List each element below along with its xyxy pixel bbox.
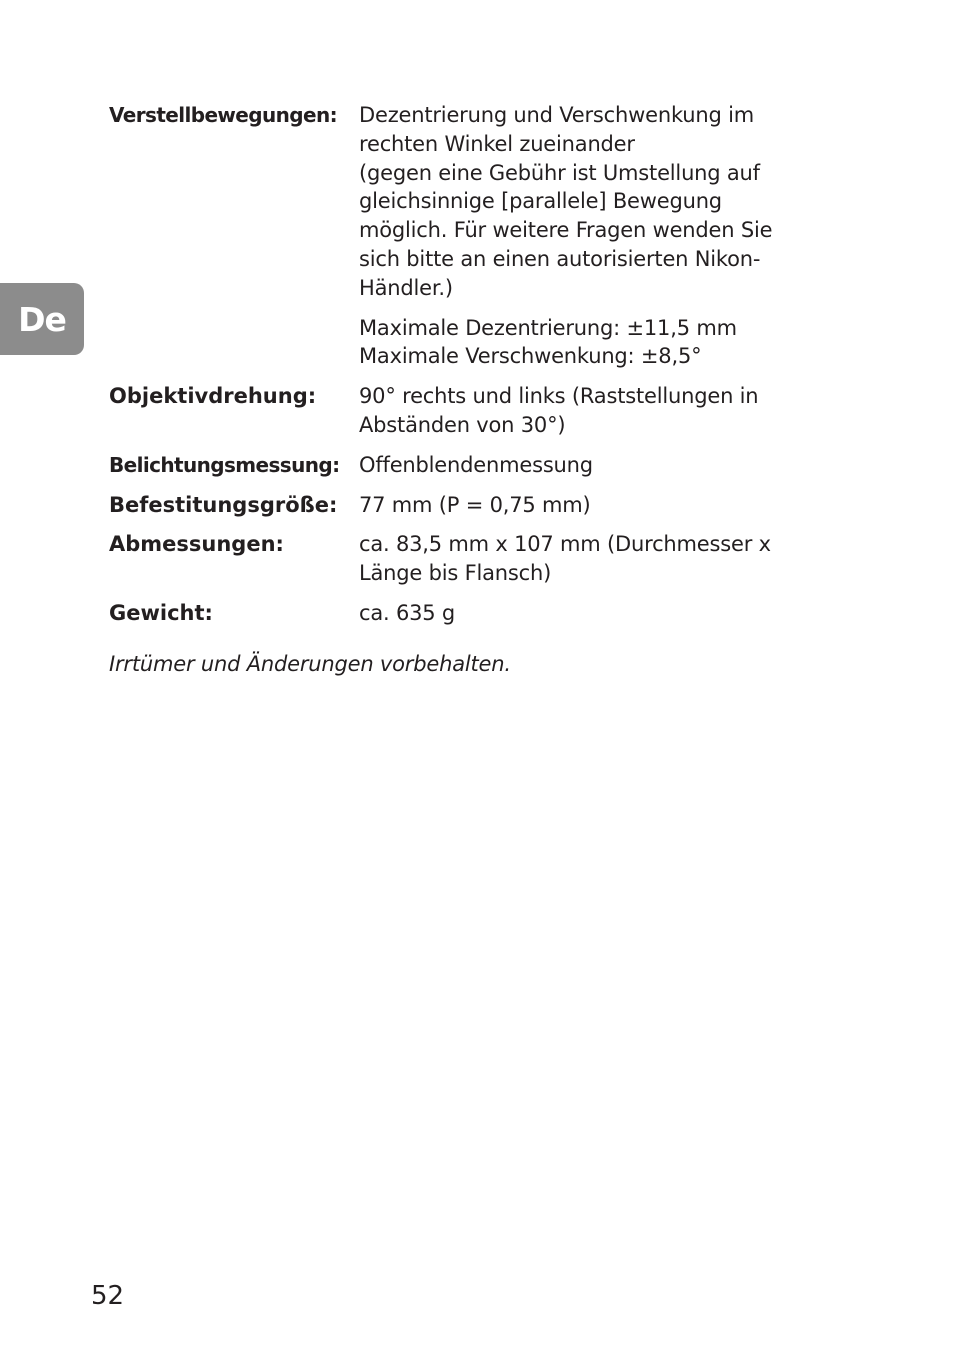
- spec-value: [359, 382, 809, 440]
- spec-value: [359, 101, 809, 371]
- spec-value-line: 90° rechts und links (Raststellungen in: [359, 384, 759, 409]
- spec-value-block: [359, 382, 809, 440]
- spec-label: Verstellbewegungen:: [109, 103, 337, 127]
- spec-value: [359, 491, 809, 520]
- spec-value-line: (gegen eine Gebühr ist Umstellung auf: [359, 160, 760, 185]
- spec-value-block: [359, 101, 809, 303]
- spec-value-line: gleichsinnige [parallele] Bewegung: [359, 189, 722, 214]
- spec-value-line: ca. 635 g: [359, 600, 456, 625]
- spec-row: [109, 599, 809, 628]
- spec-value: [359, 451, 809, 480]
- spec-value-line: Abständen von 30°): [359, 412, 566, 437]
- spec-value: [359, 599, 809, 628]
- spec-value-block: [359, 530, 809, 588]
- spec-value-block: [359, 491, 809, 520]
- spec-label: Befestitungsgröße:: [109, 492, 338, 517]
- spec-value-line: Dezentrierung und Verschwenkung im: [359, 103, 754, 127]
- spec-row: [109, 451, 809, 480]
- spec-value-line: Maximale Dezentrierung: ±11,5 mm: [359, 315, 737, 340]
- page-number: 52: [91, 1281, 125, 1311]
- spec-label: Gewicht:: [109, 600, 213, 625]
- spec-value-line: ca. 83,5 mm x 107 mm (Durchmesser x: [359, 532, 771, 557]
- spec-row: [109, 382, 809, 440]
- spec-label: Abmessungen:: [109, 532, 284, 557]
- spec-value-line: Offenblendenmessung: [359, 452, 593, 477]
- spec-rows: [109, 101, 809, 628]
- spec-value-line: Maximale Verschwenkung: ±8,5°: [359, 344, 702, 369]
- disclaimer-note: Irrtümer und Änderungen vorbehalten.: [109, 651, 511, 676]
- spec-row: [109, 491, 809, 520]
- spec-label: Objektivdrehung:: [109, 384, 317, 409]
- spec-value-block: [359, 451, 809, 480]
- spec-row: [109, 530, 809, 588]
- spec-label: Belichtungsmessung:: [109, 452, 340, 477]
- spec-value: [359, 530, 809, 588]
- spec-value-line: Länge bis Flansch): [359, 561, 552, 586]
- spec-value-line: 77 mm (P = 0,75 mm): [359, 492, 591, 517]
- spec-list: [109, 101, 809, 679]
- spec-value-line: sich bitte an einen autorisierten Nikon-: [359, 246, 761, 271]
- spec-value-block: [359, 314, 809, 372]
- spec-value-block: [359, 599, 809, 628]
- language-tab: De: [0, 283, 84, 355]
- spec-value-line: rechten Winkel zueinander: [359, 131, 635, 156]
- spec-value-line: Händler.): [359, 275, 453, 300]
- spec-value-line: möglich. Für weitere Fragen wenden Sie: [359, 218, 773, 243]
- spec-row: [109, 101, 809, 371]
